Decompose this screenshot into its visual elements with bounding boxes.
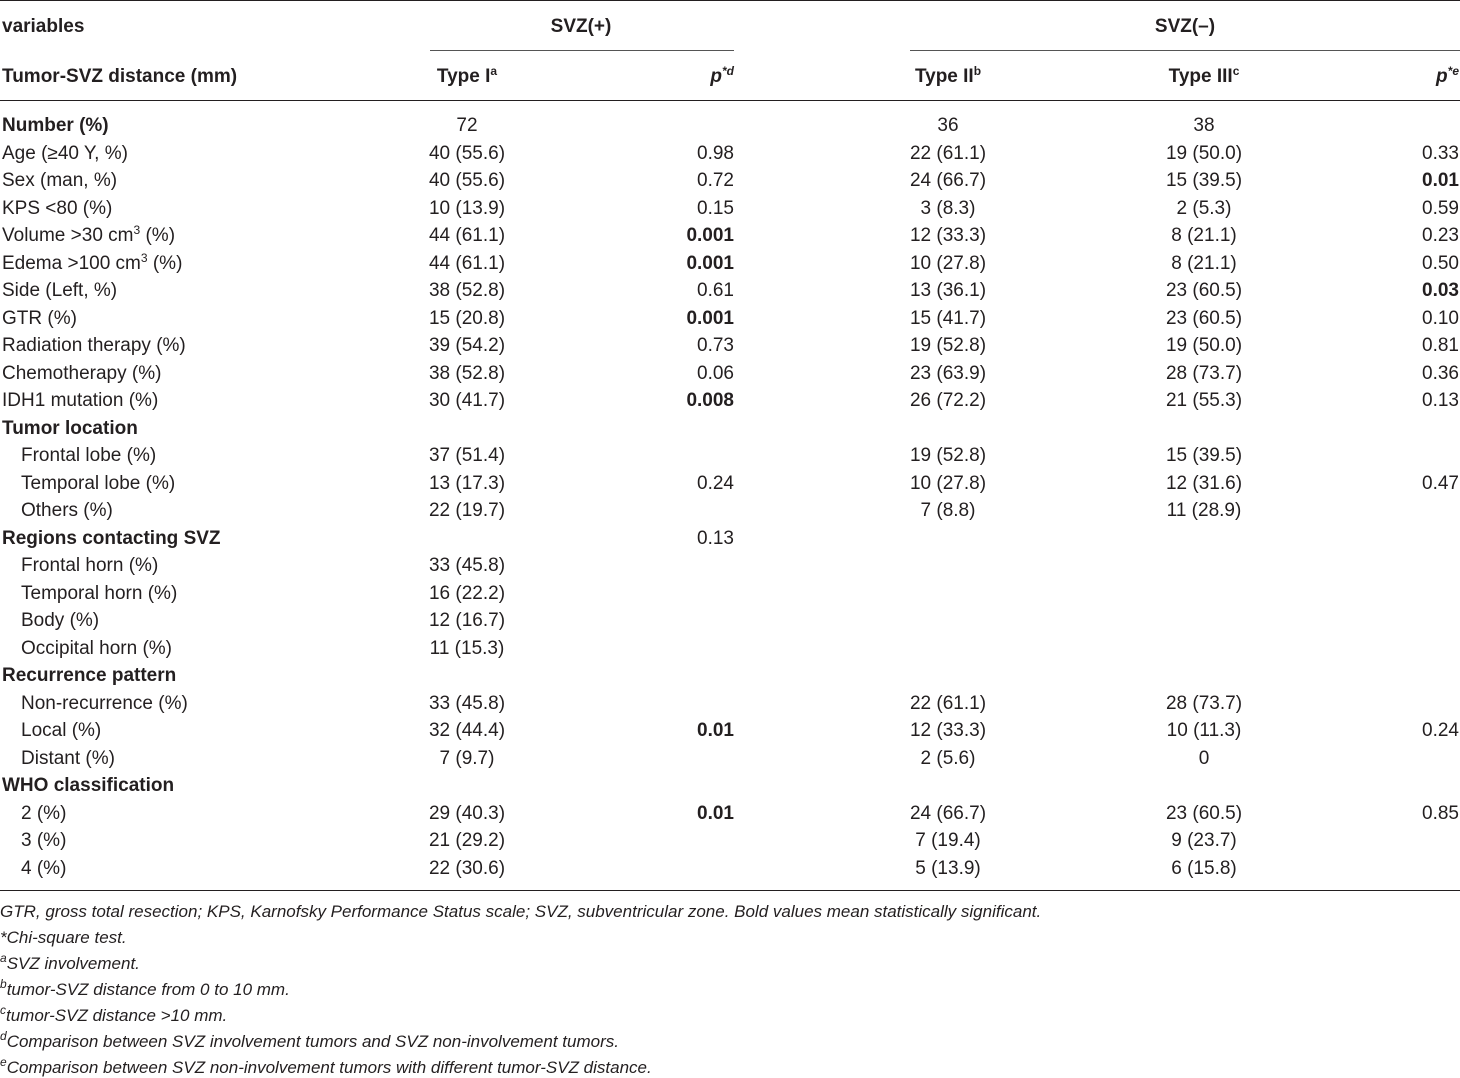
row-label: Local (%)	[21, 720, 102, 741]
cell-p-d: 0.73	[697, 335, 734, 356]
row-label: IDH1 mutation (%)	[2, 390, 159, 411]
cell-type-i: 22 (30.6)	[428, 858, 506, 879]
row-label: Occipital horn (%)	[21, 638, 172, 659]
cell-type-ii: 7 (8.8)	[920, 500, 976, 521]
cell-type-ii: 5 (13.9)	[915, 858, 981, 879]
cell-p-d: 0.61	[697, 280, 734, 301]
cell-type-i: 72	[456, 115, 478, 136]
row-label: Temporal horn (%)	[21, 583, 178, 604]
cell-p-e: 0.10	[1422, 308, 1459, 329]
footnote-chi-square: *Chi-square test.	[0, 928, 127, 947]
cell-type-ii: 13 (36.1)	[909, 280, 987, 301]
cell-type-ii: 22 (61.1)	[909, 143, 987, 164]
footnote-a: $^a$SVZ involvement.	[0, 951, 140, 973]
cell-p-d: 0.13	[697, 528, 734, 549]
footnote-b: $^b$tumor-SVZ distance from 0 to 10 mm.	[0, 977, 290, 999]
row-label: Radiation therapy (%)	[2, 335, 186, 356]
row-label: Sex (man, %)	[2, 170, 118, 191]
cell-p-d: 0.008	[686, 390, 734, 411]
row-label: KPS <80 (%)	[2, 198, 113, 219]
footnote-e: $^e$Comparison between SVZ non-involvement tumors with different tumor-SVZ distance.	[0, 1055, 652, 1077]
cell-type-iii: 2 (5.3)	[1176, 198, 1232, 219]
cell-type-ii: 24 (66.7)	[909, 803, 987, 824]
cell-type-i: 12 (16.7)	[428, 610, 506, 631]
cell-type-iii: 15 (39.5)	[1165, 445, 1243, 466]
cell-type-i: 15 (20.8)	[428, 308, 506, 329]
section-label: WHO classification	[2, 775, 175, 796]
header-svz-negative: SVZ(–)	[1154, 16, 1216, 37]
table-bottom-rule	[0, 890, 1460, 891]
footnote-c: $^c$tumor-SVZ distance >10 mm.	[0, 1003, 228, 1025]
cell-type-iii: 28 (73.7)	[1165, 693, 1243, 714]
cell-type-i: 32 (44.4)	[428, 720, 506, 741]
row-label: Chemotherapy (%)	[2, 363, 162, 384]
cell-type-ii: 10 (27.8)	[909, 253, 987, 274]
cell-p-d: 0.15	[697, 198, 734, 219]
cell-type-i: 39 (54.2)	[428, 335, 506, 356]
cell-type-iii: 28 (73.7)	[1165, 363, 1243, 384]
cell-type-i: 44 (61.1)	[428, 253, 506, 274]
cell-type-iii: 19 (50.0)	[1165, 335, 1243, 356]
cell-type-ii: 36	[937, 115, 959, 136]
row-label: Volume >30 $cm^3$ (%)	[2, 223, 176, 246]
cell-p-d: 0.72	[697, 170, 734, 191]
cell-type-ii: 2 (5.6)	[920, 748, 976, 769]
row-label: Frontal horn (%)	[21, 555, 159, 576]
cell-type-ii: 15 (41.7)	[909, 308, 987, 329]
header-type-ii: Type $II^b$	[914, 64, 982, 87]
row-label: Edema >100 $cm^3$ (%)	[2, 251, 183, 274]
cell-p-d: 0.001	[686, 253, 734, 274]
header-p-e: $p^{*e}$	[1436, 64, 1459, 87]
header-svz-positive: SVZ(+)	[550, 16, 612, 37]
cell-type-ii: 19 (52.8)	[909, 445, 987, 466]
section-label: Regions contacting SVZ	[2, 528, 221, 549]
cell-p-e: 0.50	[1422, 253, 1459, 274]
row-label: Frontal lobe (%)	[21, 445, 157, 466]
cell-p-d: 0.24	[697, 473, 734, 494]
cell-type-i: 29 (40.3)	[428, 803, 506, 824]
cell-type-ii: 7 (19.4)	[915, 830, 981, 851]
row-label: Age (≥40 Y, %)	[2, 143, 128, 164]
row-label: Side (Left, %)	[2, 280, 118, 301]
footnote-d: $^d$Comparison between SVZ involvement tumors and SVZ non-involvement tumors.	[0, 1029, 619, 1051]
cell-p-e: 0.36	[1422, 363, 1459, 384]
cell-type-iii: 38	[1193, 115, 1215, 136]
cell-type-i: 33 (45.8)	[428, 693, 506, 714]
cell-type-iii: 23 (60.5)	[1165, 280, 1243, 301]
section-label: Number (%)	[2, 115, 109, 136]
section-label: Recurrence pattern	[2, 665, 177, 686]
cell-type-i: 44 (61.1)	[428, 225, 506, 246]
cell-p-d: 0.001	[686, 225, 734, 246]
cell-type-ii: 19 (52.8)	[909, 335, 987, 356]
cell-p-e: 0.24	[1422, 720, 1459, 741]
cell-type-ii: 12 (33.3)	[909, 225, 987, 246]
cell-type-iii: 12 (31.6)	[1165, 473, 1243, 494]
cell-type-i: 10 (13.9)	[428, 198, 506, 219]
cell-type-i: 37 (51.4)	[428, 445, 506, 466]
row-label: 4 (%)	[21, 858, 67, 879]
cell-type-i: 16 (22.2)	[428, 583, 506, 604]
cell-type-iii: 10 (11.3)	[1166, 720, 1242, 741]
header-tumor-svz-distance: Tumor-SVZ distance (mm)	[2, 66, 238, 87]
cell-type-i: 40 (55.6)	[428, 170, 506, 191]
cell-type-ii: 10 (27.8)	[909, 473, 987, 494]
section-label: Tumor location	[2, 418, 138, 439]
cell-type-i: 11 (15.3)	[429, 638, 505, 659]
cell-type-ii: 23 (63.9)	[909, 363, 987, 384]
row-label: Body (%)	[21, 610, 100, 631]
cell-p-e: 0.13	[1422, 390, 1459, 411]
cell-p-d: 0.01	[697, 803, 734, 824]
cell-type-iii: 8 (21.1)	[1171, 225, 1237, 246]
cell-type-i: 30 (41.7)	[428, 390, 506, 411]
cell-p-e: 0.03	[1422, 280, 1459, 301]
cell-p-e: 0.47	[1422, 473, 1459, 494]
cell-type-iii: 15 (39.5)	[1165, 170, 1243, 191]
cell-type-iii: 6 (15.8)	[1171, 858, 1237, 879]
cell-p-e: 0.23	[1422, 225, 1459, 246]
row-label: 3 (%)	[21, 830, 67, 851]
cell-type-ii: 26 (72.2)	[909, 390, 987, 411]
cell-type-i: 7 (9.7)	[439, 748, 495, 769]
cell-type-i: 22 (19.7)	[428, 500, 506, 521]
cell-type-i: 13 (17.3)	[428, 473, 506, 494]
cell-type-iii: 11 (28.9)	[1166, 500, 1242, 521]
header-type-iii: Type III$^c$	[1168, 64, 1240, 87]
cell-type-ii: 22 (61.1)	[909, 693, 987, 714]
cell-type-ii: 12 (33.3)	[909, 720, 987, 741]
cell-p-d: 0.001	[686, 308, 734, 329]
cell-p-e: 0.85	[1422, 803, 1459, 824]
header-variables: variables	[2, 16, 85, 37]
cell-type-iii: 23 (60.5)	[1165, 308, 1243, 329]
cell-p-d: 0.01	[697, 720, 734, 741]
header-p-d: $p^{*d}$	[710, 64, 734, 87]
header-type-i: Type $I^a$	[436, 64, 498, 87]
cell-type-iii: 19 (50.0)	[1165, 143, 1243, 164]
row-label: 2 (%)	[21, 803, 67, 824]
cell-p-d: 0.98	[697, 143, 734, 164]
cell-type-iii: 21 (55.3)	[1165, 390, 1243, 411]
cell-type-iii: 23 (60.5)	[1165, 803, 1243, 824]
cell-type-iii: 8 (21.1)	[1171, 253, 1237, 274]
cell-p-e: 0.01	[1422, 170, 1459, 191]
cell-type-ii: 24 (66.7)	[909, 170, 987, 191]
cell-type-ii: 3 (8.3)	[920, 198, 976, 219]
cell-type-i: 33 (45.8)	[428, 555, 506, 576]
cell-type-i: 38 (52.8)	[428, 280, 506, 301]
row-label: Non-recurrence (%)	[21, 693, 188, 714]
row-label: Distant (%)	[21, 748, 115, 769]
cell-type-i: 21 (29.2)	[428, 830, 506, 851]
cell-p-d: 0.06	[697, 363, 734, 384]
row-label: GTR (%)	[2, 308, 77, 329]
cell-type-iii: 9 (23.7)	[1171, 830, 1237, 851]
cell-type-i: 38 (52.8)	[428, 363, 506, 384]
row-label: Others (%)	[21, 500, 113, 521]
cell-type-iii: 0	[1198, 748, 1210, 769]
cell-p-e: 0.59	[1422, 198, 1459, 219]
cell-p-e: 0.81	[1422, 335, 1459, 356]
cell-p-e: 0.33	[1422, 143, 1459, 164]
cell-type-i: 40 (55.6)	[428, 143, 506, 164]
row-label: Temporal lobe (%)	[21, 473, 176, 494]
footnote-abbreviations: GTR, gross total resection; KPS, Karnofsky Performance Status scale; SVZ, subventricular zone. Bold values mean statistically significant.	[0, 902, 1042, 921]
